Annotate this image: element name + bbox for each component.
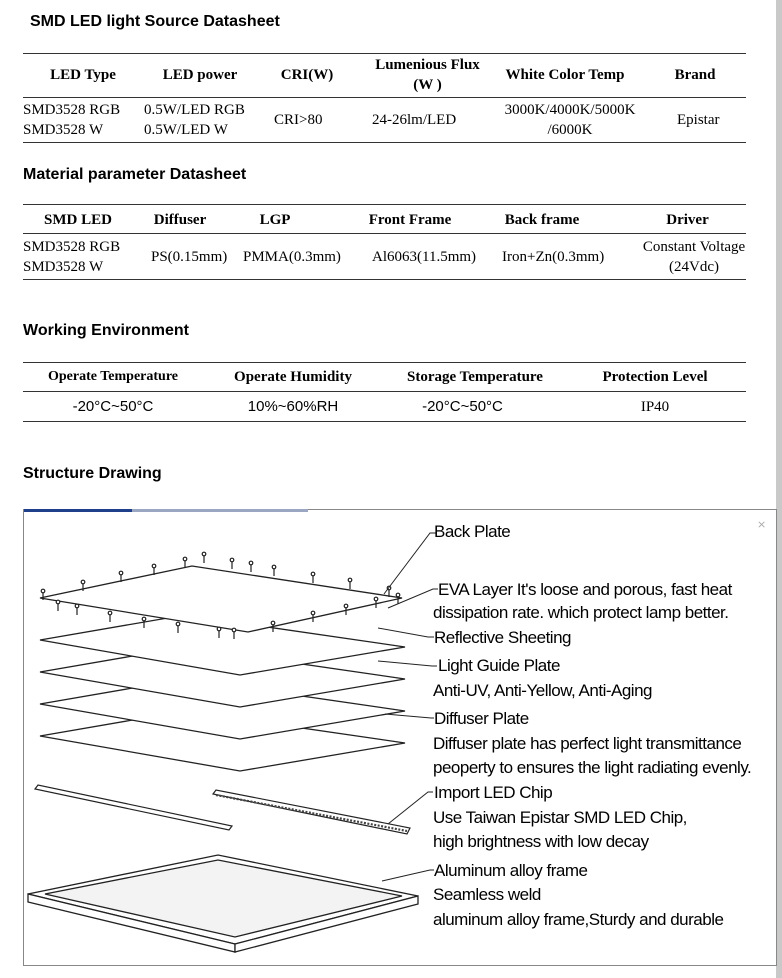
table3-header-storage-temp: Storage Temperature (407, 369, 543, 385)
screw-pin (348, 578, 352, 589)
section-title-led-source: SMD LED light Source Datasheet (30, 13, 280, 30)
table1-header-brand: Brand (674, 67, 716, 83)
led-strip-left-shape (35, 785, 232, 830)
label-reflective-sheeting: Reflective Sheeting (434, 628, 571, 647)
table3-cell-protection: IP40 (640, 399, 670, 415)
table1-cell-cri: CRI>80 (274, 112, 323, 128)
table1-cell-power-1: 0.5W/LED RGB (144, 102, 245, 118)
table2-cell-lgp: PMMA(0.3mm) (243, 249, 341, 265)
table3-cell-humidity: 10%~60%RH (247, 398, 339, 415)
label-frame-description-1: Seamless weld (433, 885, 541, 904)
label-eva-layer: EVA Layer It's loose and porous, fast heat (438, 580, 732, 599)
section-title-environment: Working Environment (23, 322, 189, 339)
label-led-chip-description-1: Use Taiwan Epistar SMD LED Chip, (433, 808, 687, 827)
label-light-guide-description: Anti-UV, Anti-Yellow, Anti-Aging (433, 681, 652, 700)
table2-cell-smd-1: SMD3528 RGB (23, 239, 121, 255)
label-back-plate: Back Plate (434, 522, 511, 541)
table1-cell-led-type-2: SMD3528 W (23, 122, 104, 138)
table2-header-driver: Driver (666, 212, 709, 228)
table1-cell-flux: 24-26lm/LED (372, 112, 457, 128)
table2-cell-driver-2: (24Vdc) (669, 259, 719, 275)
table2-header-back-frame: Back frame (504, 212, 580, 228)
screw-pin (311, 572, 315, 583)
table3-cell-storage-temp: -20°C~50°C (422, 398, 503, 415)
label-diffuser-description-2: peoperty to ensures the light radiating evenly. (433, 758, 752, 777)
screw-pin (183, 557, 187, 568)
screw-pin (202, 552, 206, 563)
screw-pin (272, 565, 276, 576)
label-diffuser-plate: Diffuser Plate (434, 709, 529, 728)
table2-header-front-frame: Front Frame (368, 212, 452, 228)
table2-header-lgp: LGP (259, 212, 291, 228)
close-icon[interactable]: ⨯ (757, 519, 767, 531)
table3-cell-operate-temp: -20°C~50°C (72, 398, 154, 415)
screw-pin (75, 604, 79, 615)
led-strip-right-shape (213, 790, 410, 834)
label-aluminum-frame: Aluminum alloy frame (434, 861, 588, 880)
back-plate-shape (40, 566, 402, 632)
table2-cell-driver-1: Constant Voltage (642, 239, 746, 255)
screw-pin (230, 558, 234, 569)
table1-header-led-power: LED power (162, 67, 238, 83)
table2-header-smd-led: SMD LED (44, 212, 112, 228)
table1-cell-power-2: 0.5W/LED W (144, 122, 228, 138)
table2-cell-diffuser: PS(0.15mm) (151, 249, 228, 265)
table2-header-diffuser: Diffuser (153, 212, 207, 228)
label-diffuser-description-1: Diffuser plate has perfect light transmittance (433, 734, 742, 753)
screw-pin (249, 561, 253, 572)
screw-pin (108, 611, 112, 622)
table1-cell-temp-1: 3000K/4000K/5000K (504, 102, 636, 118)
label-light-guide-plate: Light Guide Plate (438, 656, 560, 675)
screw-pin (56, 600, 60, 611)
table3-header-humidity: Operate Humidity (234, 369, 352, 385)
table1-cell-led-type-1: SMD3528 RGB (23, 102, 121, 118)
table1-header-cri: CRI(W) (280, 67, 334, 83)
aluminum-frame-shape (28, 855, 418, 952)
label-frame-description-2: aluminum alloy frame,Sturdy and durable (433, 910, 724, 929)
table1-header-led-type: LED Type (50, 67, 116, 83)
table3-header-operate-temp: Operate Temperature (48, 369, 178, 384)
section-title-structure: Structure Drawing (23, 465, 162, 482)
table2-cell-smd-2: SMD3528 W (23, 259, 104, 275)
table1-header-flux-unit: (W ) (413, 77, 442, 93)
table1-header-color-temp: White Color Temp (505, 67, 625, 83)
table2-cell-front-frame: Al6063(11.5mm) (372, 249, 477, 265)
label-import-led-chip: Import LED Chip (434, 783, 553, 802)
table3-header-protection: Protection Level (602, 369, 708, 385)
table1-header-flux: Lumenious Flux (375, 57, 480, 73)
table1-cell-brand: Epistar (677, 112, 720, 128)
section-title-material: Material parameter Datasheet (23, 166, 247, 183)
label-eva-description: dissipation rate. which protect lamp better. (433, 603, 729, 622)
label-led-chip-description-2: high brightness with low decay (433, 832, 649, 851)
table2-cell-back-frame: Iron+Zn(0.3mm) (502, 249, 605, 265)
table1-cell-temp-2: /6000K (547, 122, 593, 138)
